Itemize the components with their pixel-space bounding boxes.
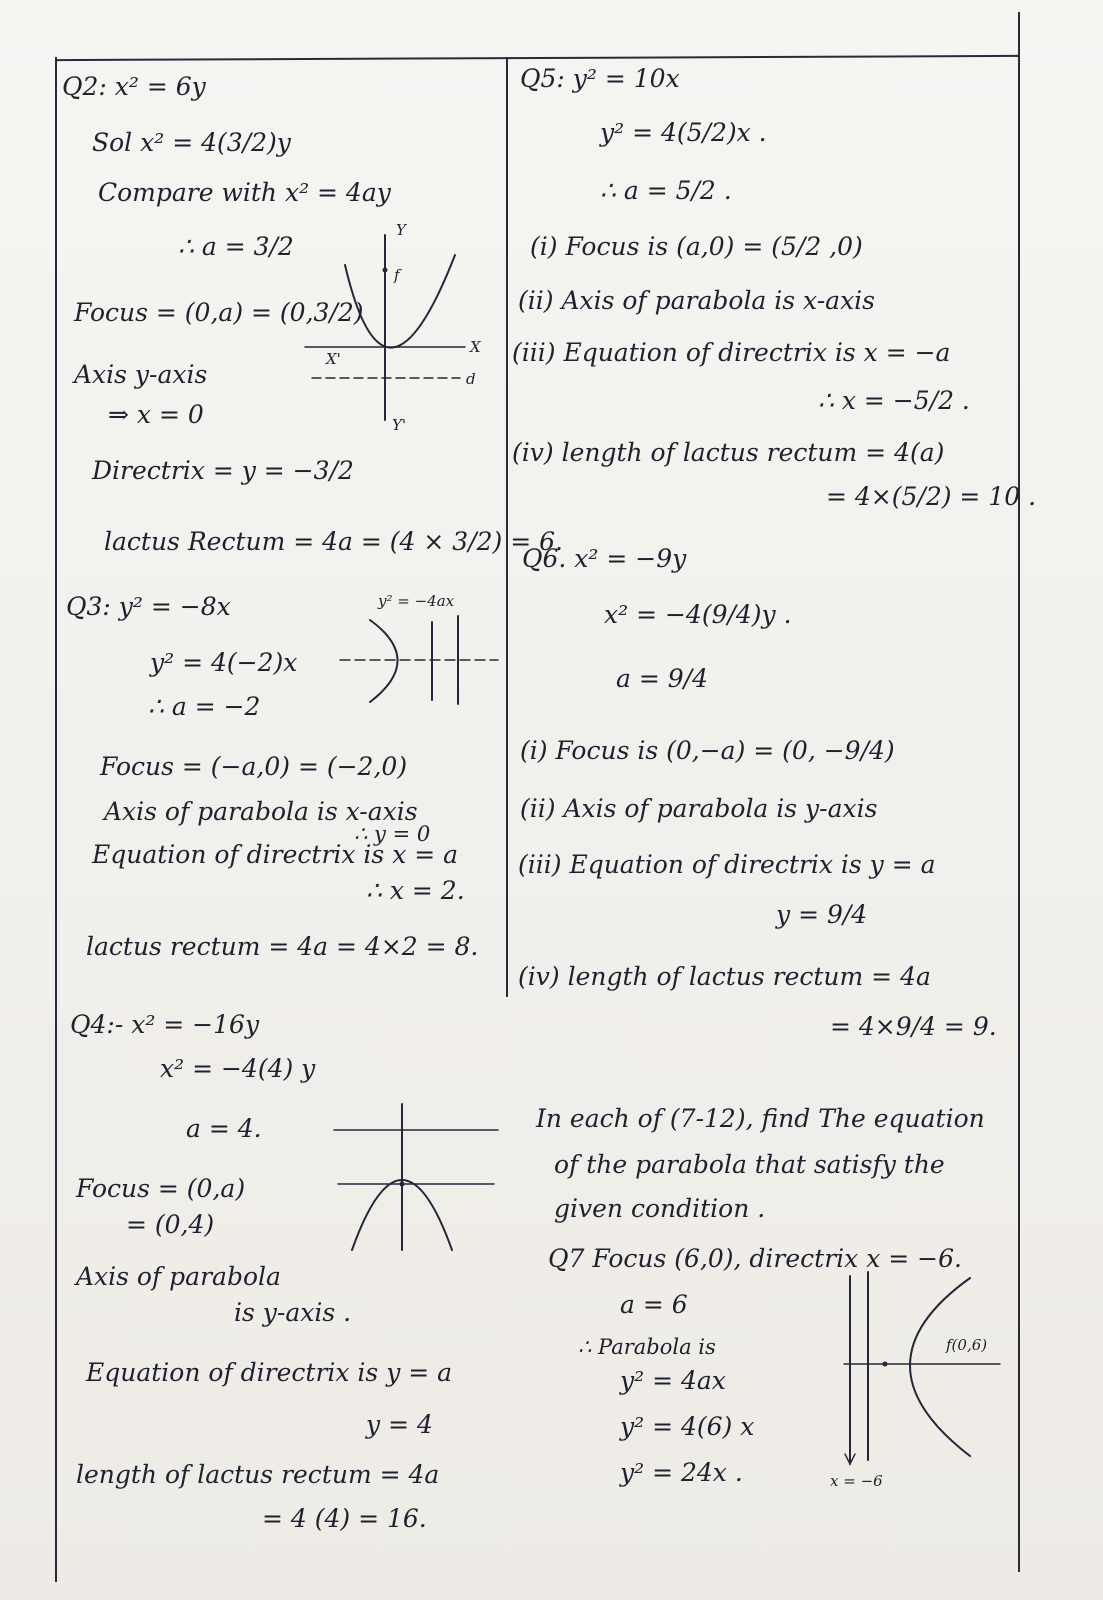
q2-parabola	[345, 255, 455, 348]
q7-answer: y² = 24x .	[620, 1458, 743, 1487]
q6-a-value: a = 9/4	[616, 664, 708, 693]
q4-axis: Axis of parabola	[76, 1262, 281, 1291]
q4-directrix-value: y = 4	[366, 1410, 433, 1439]
q7-a-value: a = 6	[620, 1290, 688, 1319]
q3-rewrite: y² = 4(−2)x	[150, 648, 298, 677]
q3-directrix: Equation of directrix is x = a	[92, 840, 459, 869]
q7-directrix-label: x = −6	[830, 1472, 883, 1490]
q7-parabola	[910, 1278, 970, 1456]
q2-axis: Axis y-axis	[74, 360, 208, 389]
q6-question: Q6. x² = −9y	[522, 544, 687, 573]
q4-focus: Focus = (0,a)	[76, 1174, 246, 1203]
q6-latus-rectum: (iv) length of lactus rectum = 4a	[518, 962, 931, 991]
q3-axis-eq: ∴ y = 0	[354, 822, 431, 846]
q2-focus: Focus = (0,a) = (0,3/2)	[74, 298, 364, 327]
intro-line-3: given condition .	[554, 1194, 766, 1223]
q2-graph	[300, 225, 500, 425]
q3-graph	[340, 610, 500, 710]
q4-a-value: a = 4.	[186, 1114, 262, 1143]
q7-standard-form: y² = 4ax	[620, 1366, 726, 1395]
q6-focus: (i) Focus is (0,−a) = (0, −9/4)	[520, 736, 895, 765]
q3-graph-label: y² = −4ax	[378, 592, 455, 610]
q2-directrix: Directrix = y = −3/2	[92, 456, 354, 485]
q6-directrix-value: y = 9/4	[776, 900, 868, 929]
q6-rewrite: x² = −4(9/4)y .	[604, 600, 792, 629]
q4-axis-value: is y-axis .	[234, 1298, 352, 1327]
q2-a-value: ∴ a = 3/2	[178, 232, 294, 261]
q5-rewrite: y² = 4(5/2)x .	[600, 118, 767, 147]
q2-graph-yprime-label: Y'	[392, 416, 407, 434]
q2-latus-rectum: lactus Rectum = 4a = (4 × 3/2) = 6.	[104, 527, 563, 556]
q4-latus-rectum-value: = 4 (4) = 16.	[262, 1504, 427, 1533]
left-margin-rule	[55, 57, 57, 1582]
q7-vertex-point	[883, 1362, 888, 1367]
q5-a-value: ∴ a = 5/2 .	[600, 176, 732, 205]
q2-graph-y-label: Y	[396, 221, 406, 239]
q4-rewrite: x² = −4(4) y	[160, 1054, 316, 1083]
q3-question-label: Q3: y² = −8x	[66, 592, 231, 621]
q3-latus-rectum: lactus rectum = 4a = 4×2 = 8.	[86, 932, 479, 961]
q3-axis: Axis of parabola is x-axis	[104, 797, 418, 826]
top-rule	[55, 55, 1020, 61]
q7-parabola-is: ∴ Parabola is	[578, 1335, 716, 1359]
q2-compare: Compare with x² = 4ay	[98, 178, 391, 207]
q5-question: Q5: y² = 10x	[520, 64, 680, 93]
q2-question: Q2: x² = 6y	[62, 72, 206, 101]
q6-directrix: (iii) Equation of directrix is y = a	[518, 850, 936, 879]
q4-graph	[330, 1100, 500, 1260]
q7-graph	[840, 1268, 1020, 1468]
q5-focus: (i) Focus is (a,0) = (5/2 ,0)	[530, 232, 863, 261]
intro-line-1: In each of (7-12), find The equation	[536, 1104, 985, 1133]
q2-graph-x-label: X	[470, 338, 481, 356]
q4-vertex-point	[400, 1182, 405, 1187]
intro-line-2: of the parabola that satisfy the	[554, 1150, 945, 1179]
q3-parabola	[370, 620, 398, 702]
q2-graph-xprime-label: X'	[326, 350, 341, 368]
q2-axis-eq: ⇒ x = 0	[108, 400, 204, 429]
q4-question: Q4:- x² = −16y	[70, 1010, 260, 1039]
q5-axis: (ii) Axis of parabola is x-axis	[518, 286, 875, 315]
q2-graph-f-label: f	[394, 266, 400, 284]
q3-directrix-value: ∴ x = 2.	[366, 876, 465, 905]
q2-focus-point	[383, 268, 388, 273]
q5-latus-rectum-value: = 4×(5/2) = 10 .	[826, 482, 1037, 511]
q3-a-value: ∴ a = −2	[148, 692, 261, 721]
q7-substitution: y² = 4(6) x	[620, 1412, 755, 1441]
q7-focus-label: f(0,6)	[946, 1336, 988, 1354]
q5-directrix-value: ∴ x = −5/2 .	[818, 386, 970, 415]
q6-axis: (ii) Axis of parabola is y-axis	[520, 794, 878, 823]
q4-focus-value: = (0,4)	[126, 1210, 215, 1239]
q7-question: Q7 Focus (6,0), directrix x = −6.	[548, 1244, 962, 1273]
q4-directrix: Equation of directrix is y = a	[86, 1358, 453, 1387]
q6-latus-rectum-value: = 4×9/4 = 9.	[830, 1012, 997, 1041]
q3-focus: Focus = (−a,0) = (−2,0)	[100, 752, 408, 781]
q5-directrix: (iii) Equation of directrix is x = −a	[512, 338, 951, 367]
q2-graph-d-label: d	[466, 370, 476, 388]
q2-sol: Sol x² = 4(3/2)y	[92, 128, 291, 157]
q4-latus-rectum: length of lactus rectum = 4a	[76, 1460, 440, 1489]
q5-latus-rectum: (iv) length of lactus rectum = 4(a)	[512, 438, 945, 467]
